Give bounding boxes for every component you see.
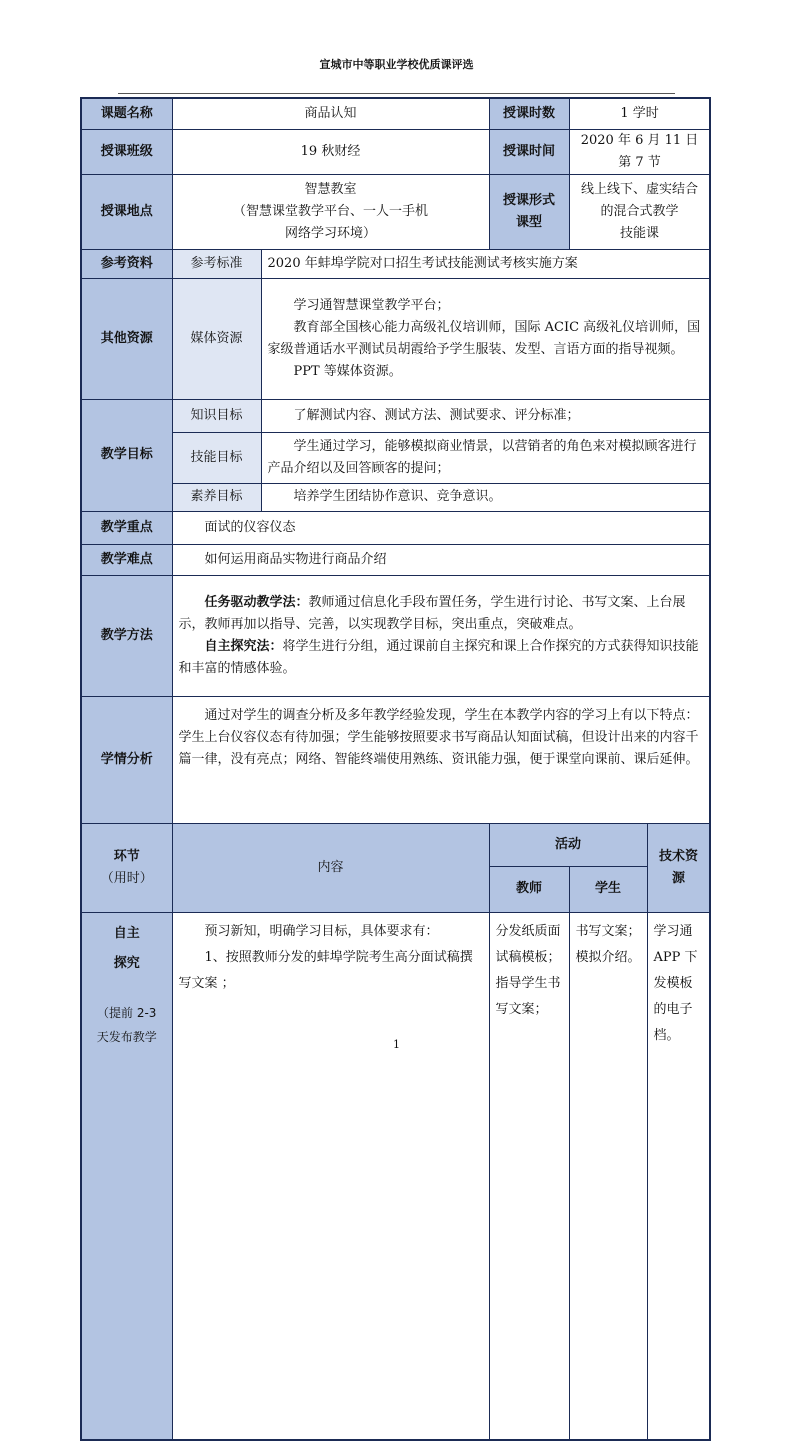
- activity-header: 活动: [489, 823, 647, 866]
- stage-spacer: [88, 979, 166, 1001]
- resources-line-1: 学习通智慧课堂教学平台；: [293, 297, 450, 313]
- student-cell: 书写文案；模拟介绍。: [569, 912, 647, 1440]
- course-name-label: 课题名称: [81, 98, 172, 129]
- analysis-label: 学情分析: [81, 696, 172, 823]
- skill-value: 学生通过学习，能够模拟商业情景，以营销者的角色来对模拟顾客进行产品介绍以及回答顾客的提问；: [267, 438, 697, 476]
- time-label: 授课时间: [489, 129, 569, 174]
- difficulty-text: [172, 544, 710, 575]
- form-label-1: 授课形式: [503, 192, 556, 208]
- form-label: [489, 174, 569, 249]
- form-line-2: 的混合式教学: [600, 203, 679, 219]
- methods-label: 教学方法: [81, 575, 172, 696]
- resources-text: [261, 278, 710, 399]
- page-number: 1: [393, 1038, 400, 1051]
- stage-line-2: 探究: [113, 955, 140, 971]
- difficulty-label: 教学难点: [81, 544, 172, 575]
- method-1: [179, 592, 704, 636]
- content-cell: [172, 912, 489, 1440]
- knowledge-label: 知识目标: [172, 399, 261, 432]
- content-header: 内容: [172, 823, 489, 912]
- form-label-2: 课型: [516, 214, 543, 230]
- header-divider: [118, 93, 675, 94]
- content-line-1: 预习新知，明确学习目标，具体要求有：: [204, 923, 439, 939]
- page-header: 宣城市中等职业学校优质课评选: [319, 58, 474, 71]
- place-label: 授课地点: [81, 174, 172, 249]
- student-header: 学生: [569, 866, 647, 912]
- method-2: [179, 636, 704, 680]
- stage-header-1: 环节: [113, 848, 140, 864]
- reference-label: 参考资料: [81, 249, 172, 278]
- place: [172, 174, 489, 249]
- resources-line-3: PPT 等媒体资源。: [293, 363, 402, 379]
- stage-line-1: 自主: [113, 925, 140, 941]
- difficulty-value: 如何运用商品实物进行商品介绍: [204, 551, 387, 567]
- hours: 1 学时: [569, 98, 710, 129]
- tech-header-2: 源: [672, 870, 686, 886]
- skill-text: [261, 432, 710, 483]
- stage-header: [81, 823, 172, 912]
- stage-line-3: （提前 2-3: [97, 1005, 157, 1020]
- stage-header-2: （用时）: [100, 870, 153, 886]
- time: 2020 年 6 月 11 日 第 7 节: [569, 129, 710, 174]
- method-2-title: 自主探究法：: [204, 638, 283, 654]
- tech-header-1: 技术资: [659, 848, 699, 864]
- resources-sub-label: 媒体资源: [172, 278, 261, 399]
- place-line-1: 智慧教室: [304, 181, 357, 197]
- tech-cell: 学习通 APP 下发模板的电子档。: [647, 912, 710, 1440]
- tech-header: [647, 823, 710, 912]
- key-point-value: 面试的仪容仪态: [204, 519, 296, 535]
- method-2-text: 将学生进行分组，通过课前自主探究和课上合作探究的方式获得知识技能和丰富的情感体验。: [178, 638, 699, 676]
- course-name: 商品认知: [172, 98, 489, 129]
- knowledge-value: 了解测试内容、测试方法、测试要求、评分标准；: [293, 407, 580, 423]
- content-line-2: 1、按照教师分发的蚌埠学院考生高分面试稿撰写文案 ；: [178, 949, 473, 991]
- knowledge-text: [261, 399, 710, 432]
- quality-label: 素养目标: [172, 483, 261, 511]
- key-point-label: 教学重点: [81, 511, 172, 544]
- quality-value: 培养学生团结协作意识、竞争意识。: [293, 489, 502, 504]
- lesson-plan-table: [80, 97, 711, 1441]
- stage-cell: [81, 912, 172, 1440]
- class-label: 授课班级: [81, 129, 172, 174]
- stage-line-4: 天发布教学: [96, 1029, 157, 1044]
- skill-label: 技能目标: [172, 432, 261, 483]
- form: [569, 174, 710, 249]
- quality-text: [261, 483, 710, 511]
- resources-line-2: 教育部全国核心能力高级礼仪培训师，国际 ACIC 高级礼仪培训师，国家级普通话水平测试员胡霞给予学生服装、发型、言语方面的指导视频。: [267, 319, 701, 357]
- hours-label: 授课时数: [489, 98, 569, 129]
- form-line-3: 技能课: [620, 225, 660, 241]
- methods-text: [172, 575, 710, 696]
- teacher-cell: 分发纸质面试稿模板；指导学生书写文案；: [489, 912, 569, 1440]
- method-1-text: 教师通过信息化手段布置任务，学生进行讨论、书写文案、上台展示，教师再加以指导、完善，以实现教学目标，突出重点，突破难点。: [178, 594, 686, 632]
- reference-sub-label: 参考标准: [172, 249, 261, 278]
- place-line-2: （智慧课堂教学平台、一人一手机: [232, 203, 428, 219]
- method-1-title: 任务驱动教学法：: [204, 594, 309, 610]
- key-point-text: [172, 511, 710, 544]
- resources-label: 其他资源: [81, 278, 172, 399]
- reference-text: 2020 年蚌埠学院对口招生考试技能测试考核实施方案: [261, 249, 710, 278]
- analysis-text: [172, 696, 710, 823]
- objectives-label: 教学目标: [81, 399, 172, 511]
- teacher-header: 教师: [489, 866, 569, 912]
- analysis-value: 通过对学生的调查分析及多年教学经验发现，学生在本教学内容的学习上有以下特点：学生上台仪容仪态有待加强；学生能够按照要求书写商品认知面试稿，但设计出来的内容千篇一律，没有亮点；网络、智能终端使用熟练、资讯能力强，便于课堂向课前、课后延伸。: [178, 707, 699, 767]
- class: 19 秋财经: [172, 129, 489, 174]
- place-line-3: 网络学习环境）: [284, 225, 376, 241]
- form-line-1: 线上线下、虚实结合: [581, 181, 699, 197]
